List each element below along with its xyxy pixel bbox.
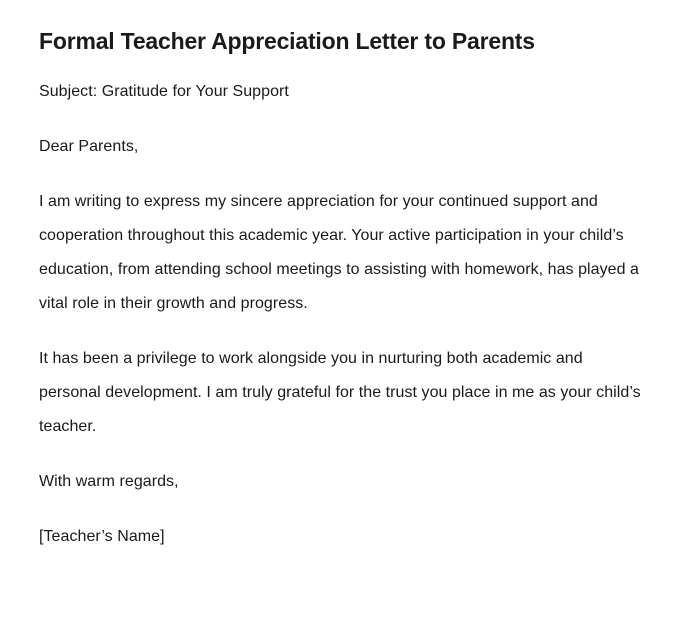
signature-placeholder: [Teacher’s Name] xyxy=(39,528,165,545)
body-paragraph-2: It has been a privilege to work alongside you in nurturing both academic and personal development. I am truly grateful for the trust you place in me as your child’s teacher. xyxy=(39,350,641,435)
subject-line: Subject: Gratitude for Your Support xyxy=(39,83,289,100)
salutation: Dear Parents, xyxy=(39,138,139,155)
page-title: Formal Teacher Appreciation Letter to Parents xyxy=(39,28,535,54)
letter-body xyxy=(39,0,643,554)
body-paragraph-1: I am writing to express my sincere appreciation for your continued support and cooperation throughout this academic year. Your active participation in your child’s education, from attending school meetings to assisting with homework, has played a vital role in their growth and progress. xyxy=(39,193,639,312)
closing-line: With warm regards, xyxy=(39,473,179,490)
